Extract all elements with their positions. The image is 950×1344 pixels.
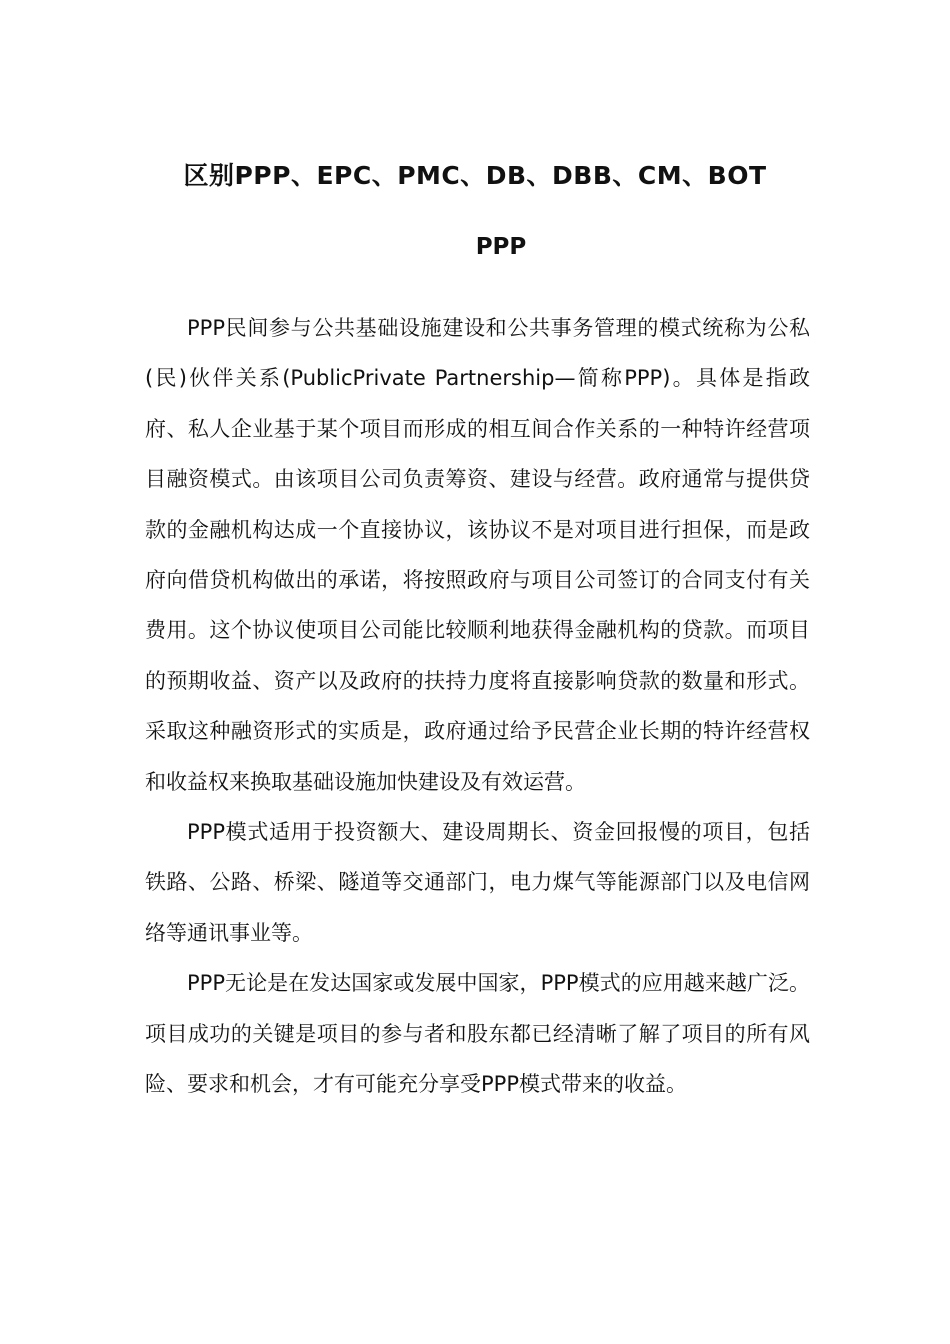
- paragraph-definition: PPP民间参与公共基础设施建设和公共事务管理的模式统称为公私(民)伙伴关系(PublicPrivate Partnership—简称PPP)。具体是指政府、私人企业基于某个项目而形成的相互间合作关系的一种特许经营项目融资模式。由该项目公司负责筹资、建设与经营。政府通常与提供贷款的金融机构达成一个直接协议，该协议不是对项目进行担保，而是政府向借贷机构做出的承诺，将按照政府与项目公司签订的合同支付有关费用。这个协议使项目公司能比较顺利地获得金融机构的贷款。而项目的预期收益、资产以及政府的扶持力度将直接影响贷款的数量和形式。采取这种融资形式的实质是，政府通过给予民营企业长期的特许经营权和收益权来换取基础设施加快建设及有效运营。: [145, 316, 810, 794]
- document-body: [145, 303, 810, 1110]
- paragraph-applicability: PPP模式适用于投资额大、建设周期长、资金回报慢的项目，包括铁路、公路、桥梁、隧道等交通部门，电力煤气等能源部门以及电信网络等通讯事业等。: [145, 820, 810, 945]
- section-heading: PPP: [475, 234, 527, 260]
- document-title: 区别PPP、EPC、PMC、DB、DBB、CM、BOT: [183, 161, 767, 190]
- paragraph-success-factors: PPP无论是在发达国家或发展中国家，PPP模式的应用越来越广泛。项目成功的关键是项目的参与者和股东都已经清晰了解了项目的所有风险、要求和机会，才有可能充分享受PPP模式带来的收益。: [145, 971, 810, 1097]
